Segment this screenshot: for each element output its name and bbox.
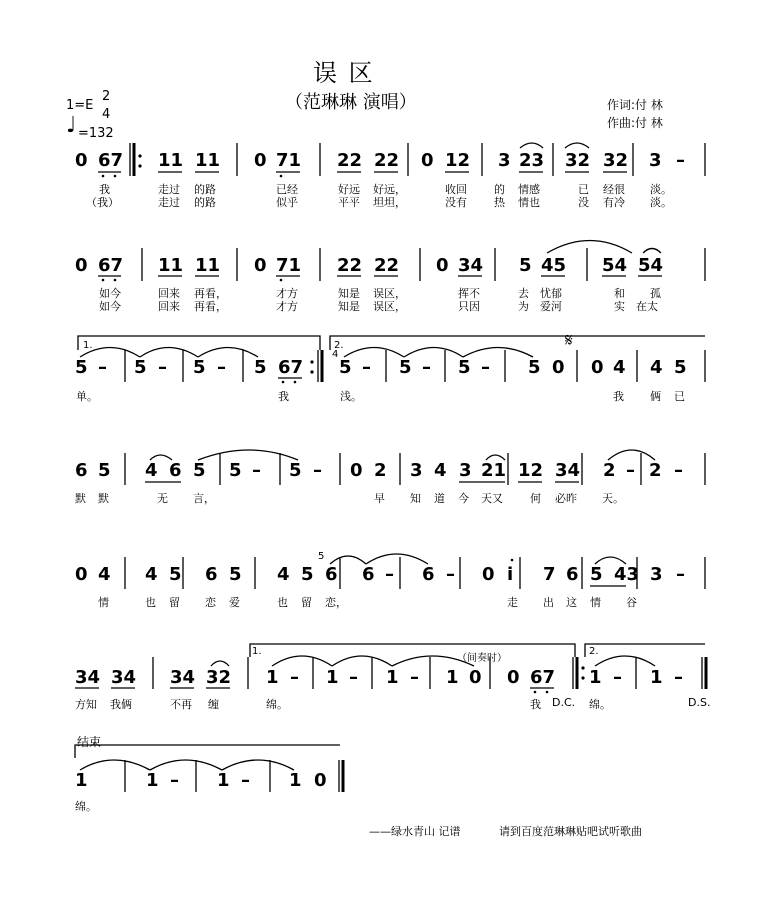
- ending-label: 结束: [77, 735, 102, 749]
- lyric: 走过: [158, 183, 180, 196]
- note: –: [98, 357, 107, 378]
- note: 2: [374, 460, 387, 481]
- note: –: [481, 357, 490, 378]
- lyric: 情感: [518, 183, 540, 196]
- note: 11: [158, 255, 184, 276]
- note: 34: [111, 667, 137, 688]
- note: 71: [276, 255, 302, 276]
- lyric: 也: [145, 596, 156, 609]
- lyric: 不再: [170, 698, 192, 711]
- lyric: 走过: [158, 196, 180, 209]
- lyric: 为: [518, 300, 529, 313]
- lyric: 的路: [194, 196, 216, 209]
- note: –: [626, 460, 635, 481]
- note: 0: [314, 770, 327, 791]
- note: 1: [589, 667, 602, 688]
- note: 22: [374, 150, 400, 171]
- note: 5: [98, 460, 111, 481]
- note: –: [241, 770, 250, 791]
- note: 5: [590, 564, 603, 585]
- lyric: 已: [674, 390, 685, 403]
- lyric: 误区，: [373, 287, 406, 300]
- lyric: 恋: [205, 596, 216, 609]
- lyric: 孤: [650, 287, 661, 300]
- lyric: 坦坦，: [373, 196, 406, 209]
- lyric: 方知: [75, 698, 97, 711]
- lyric: 误区，: [373, 300, 406, 313]
- note: 4: [98, 564, 111, 585]
- lyric: 我: [530, 698, 541, 711]
- note: –: [170, 770, 179, 791]
- transcriber-credit: ——绿水青山 记谱: [369, 825, 461, 838]
- lyric: 似乎: [276, 196, 298, 209]
- lyric: 无: [157, 492, 168, 505]
- lyric: 缠: [208, 698, 219, 711]
- note: –: [385, 564, 394, 585]
- note: 1: [75, 770, 88, 791]
- lyric: 经很: [603, 183, 625, 196]
- note: 0: [254, 255, 267, 276]
- lyric: 如今: [99, 287, 121, 300]
- performer-subtitle: （范琳琳 演唱）: [285, 92, 417, 113]
- lyric: 如今: [99, 300, 121, 313]
- lyric: 这: [566, 596, 577, 609]
- lyric: 忧郁: [540, 287, 562, 300]
- lyric: 谷: [626, 596, 637, 609]
- lyric: 的: [494, 183, 505, 196]
- volta-2-label: 2.: [334, 340, 344, 351]
- lyric: 单。: [76, 390, 98, 403]
- lyric: 绵。: [589, 698, 611, 711]
- note: 0: [421, 150, 434, 171]
- note: 32: [206, 667, 232, 688]
- note: 1: [266, 667, 279, 688]
- note: 3: [459, 460, 472, 481]
- note: 5: [399, 357, 412, 378]
- note: 22: [337, 255, 363, 276]
- note: 4: [434, 460, 447, 481]
- lyric: 已经: [276, 183, 298, 196]
- note: –: [290, 667, 299, 688]
- note: –: [313, 460, 322, 481]
- note: 4: [145, 564, 158, 585]
- lyric: 我俩: [110, 698, 132, 711]
- note: 67: [530, 667, 556, 688]
- lyric: 回来: [158, 300, 180, 313]
- grace-note: 5: [318, 551, 325, 562]
- note: 5: [75, 357, 88, 378]
- note: 34: [170, 667, 196, 688]
- lyric: 留: [169, 596, 180, 609]
- note: 6: [362, 564, 375, 585]
- lyric: 才方: [276, 300, 298, 313]
- lyric: 淡。: [650, 183, 672, 196]
- lyric: 知: [410, 492, 421, 505]
- note: 5: [339, 357, 352, 378]
- volta-1-label: 1.: [83, 340, 93, 351]
- lyric: 言，: [193, 492, 215, 505]
- note: –: [422, 357, 431, 378]
- lyric: 再看，: [194, 300, 227, 313]
- note: 5: [193, 357, 206, 378]
- lyric: 恋，: [325, 596, 347, 609]
- lyric: 绵。: [266, 698, 288, 711]
- lyric: 在太: [636, 300, 658, 313]
- lyric: 好远: [338, 183, 360, 196]
- lyric: D.C.: [552, 696, 576, 709]
- note: 0: [75, 255, 88, 276]
- lyric: 天。: [602, 492, 624, 505]
- time-signature-top: 2: [102, 89, 111, 104]
- lyric: 浅。: [340, 390, 362, 403]
- lyric: 只因: [458, 300, 480, 313]
- note: –: [217, 357, 226, 378]
- note: 12: [445, 150, 471, 171]
- lyric: 必昨: [555, 492, 577, 505]
- note: 0: [591, 357, 604, 378]
- lyric: 已: [578, 183, 589, 196]
- interlude-marking: （间奏时）: [457, 653, 507, 664]
- grace-note: 4: [332, 349, 339, 360]
- note: 5: [134, 357, 147, 378]
- note: 6: [205, 564, 218, 585]
- lyric: 我: [613, 390, 624, 403]
- note: 71: [276, 150, 302, 171]
- key-signature: 1=E: [66, 98, 94, 113]
- volta-1-label: 1.: [252, 646, 262, 657]
- note: 6: [325, 564, 338, 585]
- note: 1: [289, 770, 302, 791]
- note: 5: [289, 460, 302, 481]
- song-title: 误 区: [313, 59, 375, 87]
- lyric: 挥不: [458, 287, 480, 300]
- note: –: [613, 667, 622, 688]
- note: 0: [75, 564, 88, 585]
- note: 6: [566, 564, 579, 585]
- note: 1: [326, 667, 339, 688]
- lyric: 知是: [338, 300, 360, 313]
- note: –: [676, 564, 685, 585]
- lyric: 留: [301, 596, 312, 609]
- note: 54: [638, 255, 664, 276]
- lyric: 道: [434, 492, 445, 505]
- note: 0: [552, 357, 565, 378]
- note: 3: [650, 564, 663, 585]
- note: 67: [98, 150, 124, 171]
- note: –: [362, 357, 371, 378]
- note: 5: [674, 357, 687, 378]
- time-signature-bottom: 4: [102, 107, 111, 122]
- lyric: 才方: [276, 287, 298, 300]
- note: 1: [650, 667, 663, 688]
- note: 54: [602, 255, 628, 276]
- note: 5: [193, 460, 206, 481]
- segno-icon: 𝄋: [565, 330, 573, 351]
- note: 1: [217, 770, 230, 791]
- volta-2-label: 2.: [589, 646, 599, 657]
- lyric: 和: [614, 287, 625, 300]
- note: 22: [337, 150, 363, 171]
- lyric: 出: [543, 596, 554, 609]
- lyric: 我: [278, 390, 289, 403]
- note: 4: [650, 357, 663, 378]
- lyric: 绵。: [75, 800, 97, 813]
- note: 1: [446, 667, 459, 688]
- note: 0: [350, 460, 363, 481]
- note: 4: [145, 460, 158, 481]
- note: 12: [518, 460, 544, 481]
- note: 11: [195, 150, 221, 171]
- lyric: 没有: [445, 196, 467, 209]
- lyric: D.S.: [688, 696, 711, 709]
- lyric: 我: [99, 183, 110, 196]
- lyric: 情也: [518, 196, 540, 209]
- lyric: 走: [507, 596, 518, 609]
- note: 2: [603, 460, 616, 481]
- note: 4: [277, 564, 290, 585]
- lyric: 也: [277, 596, 288, 609]
- note: 32: [565, 150, 591, 171]
- lyric: 情: [590, 596, 601, 609]
- lyric: 好远，: [373, 183, 406, 196]
- note: 0: [436, 255, 449, 276]
- lyric: 爱河: [540, 300, 562, 313]
- note: 23: [519, 150, 545, 171]
- note: 45: [541, 255, 567, 276]
- note: 0: [75, 150, 88, 171]
- lyricist-credit: 作词:付 林: [607, 98, 663, 112]
- note: 3: [498, 150, 511, 171]
- note: 34: [555, 460, 581, 481]
- lyric: 平平: [338, 196, 360, 209]
- lyric: 天又: [481, 492, 503, 505]
- lyric: 知是: [338, 287, 360, 300]
- note: –: [676, 150, 685, 171]
- note: –: [674, 460, 683, 481]
- note: –: [349, 667, 358, 688]
- note: 0: [482, 564, 495, 585]
- lyric: （我）: [86, 196, 119, 209]
- note: 1: [146, 770, 159, 791]
- note: 21: [481, 460, 507, 481]
- note: 5: [254, 357, 267, 378]
- note: –: [674, 667, 683, 688]
- lyric: 的路: [194, 183, 216, 196]
- note: 7: [543, 564, 556, 585]
- lyric: 收回: [445, 183, 467, 196]
- lyric: 爱: [229, 596, 240, 609]
- note: 5: [169, 564, 182, 585]
- lyric: 去: [518, 287, 529, 300]
- note: 32: [603, 150, 629, 171]
- lyric: 今: [458, 492, 469, 505]
- listen-note: 请到百度范琳琳贴吧试听歌曲: [499, 825, 642, 838]
- lyric: 早: [374, 492, 385, 505]
- note: 6: [75, 460, 88, 481]
- note: 5: [301, 564, 314, 585]
- note: 34: [75, 667, 101, 688]
- note: 11: [195, 255, 221, 276]
- note: 22: [374, 255, 400, 276]
- note: 2: [649, 460, 662, 481]
- note: 0: [507, 667, 520, 688]
- note: 11: [158, 150, 184, 171]
- note: 5: [519, 255, 532, 276]
- note: 34: [458, 255, 484, 276]
- note: 4: [613, 357, 626, 378]
- note: –: [252, 460, 261, 481]
- lyric: 默: [98, 492, 109, 505]
- note: –: [446, 564, 455, 585]
- note: –: [410, 667, 419, 688]
- lyric: 再看，: [194, 287, 227, 300]
- lyric: 没: [578, 196, 589, 209]
- lyric: 俩: [650, 390, 661, 403]
- note: i: [507, 564, 514, 585]
- note: 43: [614, 564, 640, 585]
- note: –: [158, 357, 167, 378]
- lyric: 有冷: [603, 196, 625, 209]
- note: 0: [469, 667, 482, 688]
- quarter-note-icon: ♩: [66, 113, 77, 138]
- note: 1: [386, 667, 399, 688]
- lyric: 情: [98, 596, 109, 609]
- note: 5: [528, 357, 541, 378]
- lyric: 何: [530, 492, 541, 505]
- note: 5: [229, 564, 242, 585]
- lyric: 回来: [158, 287, 180, 300]
- note: 5: [458, 357, 471, 378]
- note: 6: [169, 460, 182, 481]
- lyric: 实: [614, 300, 625, 313]
- lyric: 淡。: [650, 196, 672, 209]
- lyric: 默: [75, 492, 86, 505]
- lyric: 热: [494, 196, 505, 209]
- note: 6: [422, 564, 435, 585]
- composer-credit: 作曲:付 林: [607, 116, 663, 130]
- note: 3: [649, 150, 662, 171]
- note: 3: [410, 460, 423, 481]
- note: 0: [254, 150, 267, 171]
- note: 67: [98, 255, 124, 276]
- note: 5: [229, 460, 242, 481]
- tempo-marking: =132: [78, 126, 114, 141]
- note: 67: [278, 357, 304, 378]
